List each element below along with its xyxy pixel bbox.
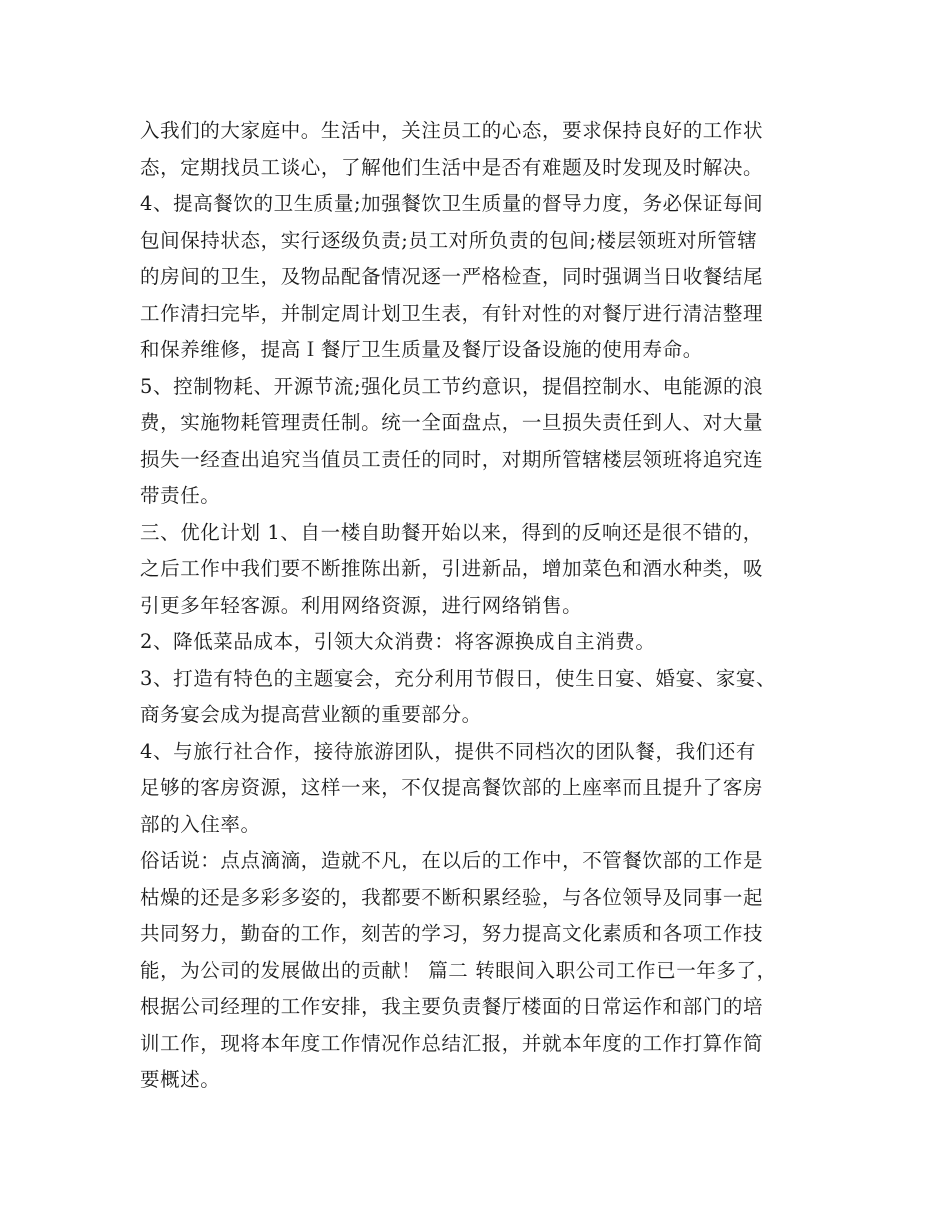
text-line-19: 足够的客房资源，这样一来，不仅提高餐饮部的上座率而且提升了客房 bbox=[140, 776, 764, 799]
text-line-2: 态，定期找员工谈心，了解他们生活中是否有难题及时发现及时解决。 bbox=[140, 155, 764, 179]
document-body bbox=[140, 113, 830, 1099]
text-line-10: 损失一经查出追究当值员工责任的同时，对期所管辖楼层领班将追究连 bbox=[140, 447, 764, 471]
text-line-25: 根据公司经理的工作安排，我主要负责餐厅楼面的日常运作和部门的培 bbox=[140, 995, 764, 1018]
text-line-3: 4、提高餐饮的卫生质量;加强餐饮卫生质量的督导力度，务必保证每间 bbox=[140, 192, 764, 215]
text-line-14: 引更多年轻客源。利用网络资源，进行网络销售。 bbox=[140, 593, 583, 617]
text-line-7: 和保养维修，提高Ｉ餐厅卫生质量及餐厅设备设施的使用寿命。 bbox=[140, 338, 703, 361]
text-line-20: 部的入住率。 bbox=[140, 812, 261, 836]
text-line-17: 商务宴会成为提高营业额的重要部分。 bbox=[140, 703, 482, 726]
text-line-24: 能，为公司的发展做出的贡献！ 篇二 转眼间入职公司工作已一年多了， bbox=[140, 958, 777, 982]
text-line-13: 之后工作中我们要不断推陈出新，引进新品，增加菜色和酒水种类，吸 bbox=[140, 557, 764, 580]
text-line-6: 工作清扫完毕，并制定周计划卫生表，有针对性的对餐厅进行清洁整理 bbox=[140, 301, 764, 325]
text-line-11: 带责任。 bbox=[140, 484, 221, 507]
text-line-18: 4、与旅行社合作，接待旅游团队，提供不同档次的团队餐，我们还有 bbox=[140, 739, 757, 763]
text-line-15: 2、降低菜品成本，引领大众消费：将客源换成自主消费。 bbox=[140, 630, 656, 653]
text-line-1: 入我们的大家庭中。生活中，关注员工的心态，要求保持良好的工作状 bbox=[140, 119, 764, 142]
text-line-22: 枯燥的还是多彩多姿的，我都要不断积累经验，与各位领导及同事一起 bbox=[140, 885, 764, 909]
text-line-5: 的房间的卫生，及物品配备情况逐一严格检查，同时强调当日收餐结尾 bbox=[140, 265, 764, 288]
text-line-21: 俗话说：点点滴滴，造就不凡，在以后的工作中，不管餐饮部的工作是 bbox=[140, 849, 764, 872]
text-line-8: 5、控制物耗、开源节流;强化员工节约意识，提倡控制水、电能源的浪 bbox=[140, 374, 764, 398]
text-line-27: 要概述。 bbox=[140, 1068, 221, 1091]
text-line-4: 包间保持状态，实行逐级负责;员工对所负责的包间;楼层领班对所管辖 bbox=[140, 228, 758, 252]
text-line-26: 训工作，现将本年度工作情况作总结汇报，并就本年度的工作打算作简 bbox=[140, 1031, 764, 1055]
text-line-23: 共同努力，勤奋的工作，刻苦的学习，努力提高文化素质和各项工作技 bbox=[140, 922, 764, 945]
text-line-9: 费，实施物耗管理责任制。统一全面盘点，一旦损失责任到人、对大量 bbox=[140, 411, 764, 434]
text-line-12: 三、优化计划 1、自一楼自助餐开始以来，得到的反响还是很不错的， bbox=[140, 520, 763, 544]
text-line-16: 3、打造有特色的主题宴会，充分利用节假日，使生日宴、婚宴、家宴、 bbox=[140, 666, 777, 690]
